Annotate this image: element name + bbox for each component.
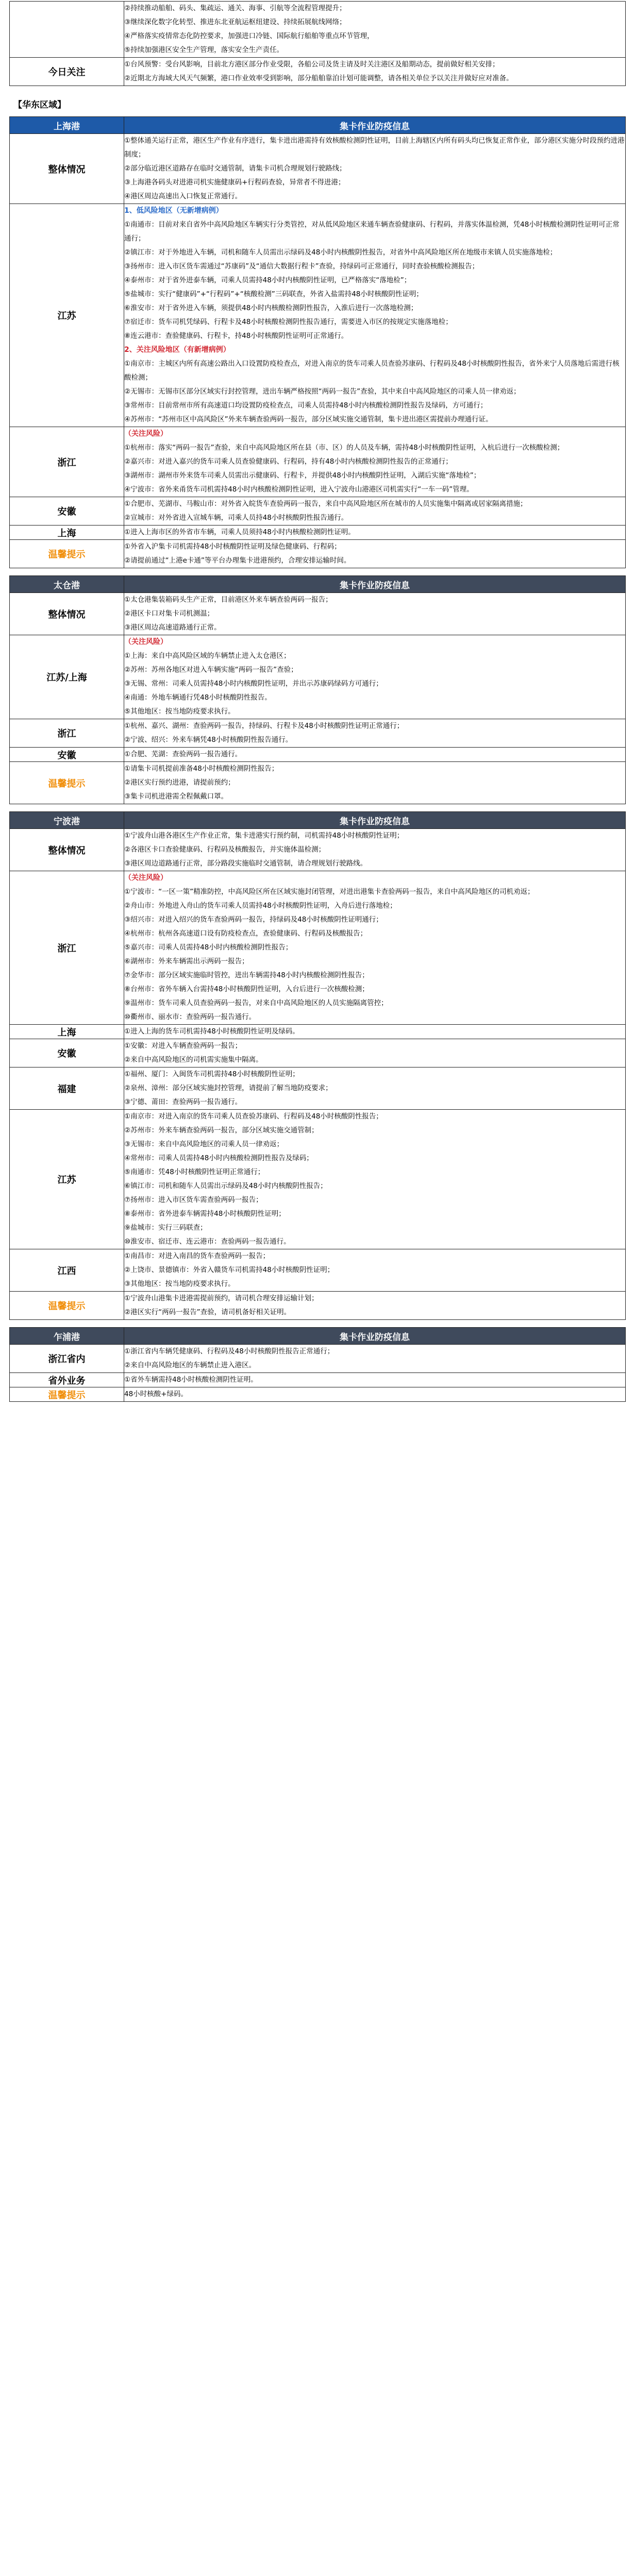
line: ⑤其他地区：按当地防疫要求执行。 [124,707,235,716]
line: ②港区卡口对集卡司机测温； [124,609,214,618]
line: ①合肥、芜湖：查验两码一报告通行。 [124,750,242,758]
shanghai-anhui [124,497,626,526]
shanghai-shanghai [124,526,626,540]
shanghai-anhui-label: 安徽 [10,497,124,526]
taicang-warm-label: 温馨提示 [10,762,124,804]
line: ③其他地区：按当地防疫要求执行。 [124,1280,235,1288]
line: ①安徽：对进入车辆查验两码一报告； [124,1042,242,1050]
line: ②上饶市、景德镇市：外省入赣货车司机需持48小时核酸阴性证明； [124,1266,335,1274]
ningbo-ah-label: 安徽 [10,1039,124,1067]
line: ①福州、厦门：入闽货车司机需持48小时核酸阴性证明； [124,1070,299,1078]
line: ⑤南通市：凭48小时核酸阴性证明正常通行； [124,1168,265,1176]
shanghai-header-right: 集卡作业防疫信息 [124,117,626,134]
ningbo-overall [124,829,626,871]
line: ①宁波舟山港集卡进港需提前预约，请司机合理安排运输计划； [124,1294,319,1302]
top-table [9,1,626,86]
ningbo-sh-label: 上海 [10,1025,124,1039]
line: ②港区实行“两码一报告”查验，请司机备好相关证明。 [124,1308,291,1316]
taicang-ah-label: 安徽 [10,748,124,762]
line: ⑦宿迁市：货车司机凭绿码、行程卡及48小时核酸检测阴性报告通行，需要进入市区的按规定实施落地检； [124,318,453,326]
shanghai-jiangsu-label: 江苏 [10,204,124,427]
taicang-overall [124,593,626,635]
line: ④常州市：司乘人员需持48小时内核酸检测阴性报告及绿码； [124,1154,313,1162]
line: ①南京市：对进入南京的货车司乘人员查验苏康码、行程码及48小时核酸阴性报告； [124,1112,383,1121]
line: ③绍兴市：对进入绍兴的货车查验两码一报告，持绿码及48小时核酸阴性证明通行； [124,916,383,924]
line: ①进入上海的货车司机需持48小时核酸阴性证明及绿码。 [124,1027,299,1036]
line: ①上海：来自中高风险区域的车辆禁止进入太仓港区； [124,652,291,660]
line: ①南昌市：对进入南昌的货车查验两码一报告； [124,1252,270,1260]
shanghai-jiangsu [124,204,626,427]
line: ①太仓港集装箱码头生产正常，目前港区外来车辆查验两码一报告； [124,596,332,604]
ningbo-zj-label: 浙江 [10,871,124,1025]
line: ③宁德、莆田：查验两码一报告通行。 [124,1098,242,1106]
line: ③扬州市：进入市区货车需通过“苏康码”及“通信大数据行程卡”查验，持绿码可正常通行，同时查验核酸检测报告； [124,262,479,270]
line: 48小时核酸+绿码。 [124,1390,188,1398]
line: ③湖州市：湖州市外来货车司乘人员需出示健康码、行程卡，并提供48小时内核酸阴性证明，入湖后实施“落地检”； [124,471,481,480]
line: ⑩衢州市、丽水市：查验两码一报告通行。 [124,1013,256,1021]
line: ③继续深化数字化转型、推进东北亚航运枢纽建设、持续拓展航线网络； [124,18,346,26]
line: ①台风预警：受台风影响，目前北方港区部分作业受限，各船公司及货主请及时关注港区及船期动态，提前做好相关安排； [124,60,499,69]
section-title: 2、关注风险地区（有新增病例） [124,346,230,354]
line: ②近期北方海域大风天气频繁，港口作业效率受到影响，部分船舶靠泊计划可能调整，请各相关单位予以关注并做好应对准备。 [124,74,513,82]
line: ②来自中高风险地区的车辆禁止进入港区。 [124,1361,256,1369]
line: ②嘉兴市：对进入嘉兴的货车司乘人员查验健康码、行程码，持有48小时内核酸检测阴性报告的正常通行； [124,457,453,466]
line: ②请提前通过“上港e卡通”等平台办理集卡进港预约，合理安排运输时间。 [124,556,351,565]
line: ①杭州市：落实“两码一报告”查验，来自中高风险地区所在县（市、区）的人员及车辆，需持48小时核酸阴性证明，入杭后进行一次核酸检测； [124,444,564,452]
section-title: （关注风险） [124,430,168,438]
line: ②各港区卡口查验健康码、行程码及核酸报告，并实施体温检测； [124,845,326,854]
ningbo-jx [124,1249,626,1292]
shanghai-zhejiang-label: 浙江 [10,427,124,497]
line: ③无锡、常州：司乘人员需持48小时内核酸阴性证明，并出示苏康码绿码方可通行； [124,680,383,688]
shanghai-warm [124,540,626,568]
shanghai-overall [124,134,626,204]
line: ③集卡司机进港需全程佩戴口罩。 [124,792,228,801]
line: ④杭州市：杭州各高速道口设有防疫检查点，查验健康码、行程码及核酸报告； [124,929,367,938]
line: ⑦金华市：部分区域实施临时管控，进出车辆需持48小时内核酸检测阴性报告； [124,971,369,979]
line: ③上海港各码头对进港司机实施健康码+行程码查验，异常者不得进港； [124,178,345,187]
shanghai-table [9,116,626,568]
ningbo-overall-label: 整体情况 [10,829,124,871]
line: ⑦扬州市：进入市区货车需查验两码一报告； [124,1196,263,1204]
line: ⑧泰州市：省外进泰车辆需持48小时核酸阴性证明； [124,1210,286,1218]
section-title: （关注风险） [124,638,168,646]
line: ③常州市：目前常州市所有高速道口均设置防疫检查点，司乘人员需持48小时内核酸检测阴性报告及绿码，方可通行； [124,401,488,410]
line: ④港区周边高速出入口恢复正常通行。 [124,192,242,200]
ningbo-jx-label: 江西 [10,1249,124,1292]
ningbo-header-right: 集卡作业防疫信息 [124,812,626,829]
line: ⑥镇江市：司机和随车人员需出示绿码及48小时内核酸阴性报告； [124,1182,327,1190]
ningbo-fj-label: 福建 [10,1067,124,1110]
zhapu-ext [124,1373,626,1387]
line: ②苏州：苏州各地区对进入车辆实施“两码一报告”查验； [124,666,298,674]
taicang-js-label: 江苏/上海 [10,635,124,719]
line: ②宣城市：对外省进入宣城车辆，司乘人员持48小时核酸阴性报告通行。 [124,514,348,522]
ningbo-ah [124,1039,626,1067]
line: ⑤持续加强港区安全生产管理，落实安全生产责任。 [124,46,284,54]
line: ④南通：外地车辆通行凭48小时核酸阴性报告。 [124,693,272,702]
line: ⑩淮安市、宿迁市、连云港市：查验两码一报告通行。 [124,1238,291,1246]
line: ④宁波市：省外来甬货车司机需持48小时内核酸检测阴性证明，进入宁波舟山港港区司机需实行“一车一码”管理。 [124,485,474,494]
line: ①合肥市、芜湖市、马鞍山市：对外省入皖货车查验两码一报告，来自中高风险地区所在城市的人员实施集中隔离或居家隔离措施； [124,500,527,508]
line: ②苏州市：外来车辆查验两码一报告，部分区域实施交通管制； [124,1126,319,1134]
region-title-text: 【华东区域】 [13,100,66,110]
zhapu-warm-label: 温馨提示 [10,1387,124,1402]
notice-lines [124,58,626,86]
ningbo-zj [124,871,626,1025]
shanghai-shanghai-label: 上海 [10,526,124,540]
line: ①外省入沪集卡司机需持48小时核酸阴性证明及绿色健康码、行程码； [124,543,341,551]
line: ①南京市：主城区内所有高速公路出入口设置防疫检查点，对进入南京的货车司乘人员查验苏康码、行程码及48小时核酸阴性报告，省外来宁人员落地后需进行核酸检测； [124,360,620,382]
ningbo-table [9,811,626,1320]
line: ⑧连云港市：查验健康码、行程卡，持48小时核酸阴性证明可正常通行。 [124,332,348,340]
line: ②镇江市：对于外地进入车辆，司机和随车人员需出示绿码及48小时内核酸阴性报告，对省外中高风险地区所在地级市来镇人员实施落地检； [124,248,557,257]
zhapu-header-left: 乍浦港 [10,1328,124,1345]
zhapu-zj-label: 浙江省内 [10,1345,124,1373]
line: ②泉州、漳州：部分区域实施封控管理，请提前了解当地防疫要求； [124,1084,332,1092]
line: ①浙江省内车辆凭健康码、行程码及48小时核酸阴性报告正常通行； [124,1347,335,1355]
region-title [9,95,626,112]
line: ⑧台州市：省外车辆入台需持48小时核酸阴性证明，入台后进行一次核酸检测； [124,985,369,993]
line: ①宁波舟山港各港区生产作业正常，集卡进港实行预约制，司机需持48小时核酸阴性证明； [124,832,404,840]
line: ②部分临近港区道路存在临时交通管制，请集卡司机合理规划行驶路线； [124,164,346,173]
top-label [10,2,124,58]
line: ①进入上海市区的外省市车辆，司乘人员须持48小时内核酸检测阴性证明。 [124,528,355,536]
taicang-table [9,575,626,804]
shanghai-overall-label: 整体情况 [10,134,124,204]
ningbo-warm [124,1292,626,1320]
section-title: 1、低风险地区（无新增病例） [124,207,223,215]
line: ②港区实行预约进港，请提前预约； [124,778,235,787]
shanghai-header-left: 上海港 [10,117,124,134]
line: ④泰州市：对于省外进泰车辆，司乘人员需持48小时内核酸阴性证明，已严格落实“落地检”； [124,276,411,284]
taicang-ah [124,748,626,762]
line: ⑤盐城市：实行“健康码”+“行程码”+“核酸检测”三码联查，外省入盐需持48小时核酸阴性证明； [124,290,423,298]
line: ⑨温州市：货车司乘人员查验两码一报告，对来自中高风险地区的人员实施隔离管控； [124,999,388,1007]
line: ⑥湖州市：外来车辆需出示两码一报告； [124,957,249,965]
taicang-zj-label: 浙江 [10,719,124,748]
line: ③无锡市：来自中高风险地区的司乘人员一律劝返； [124,1140,284,1148]
shanghai-zhejiang [124,427,626,497]
line: ④严格落实疫情常态化防控要求，加强进口冷链、国际航行船舶等重点环节管理， [124,32,374,40]
zhapu-warm [124,1387,626,1402]
line: ④苏州市：“苏州市区中高风险区”外来车辆查验两码一报告，部分区域实施交通管制，集卡进出港区需提前办理通行证。 [124,415,493,423]
line: ①请集卡司机提前准备48小时核酸检测阴性报告； [124,765,279,773]
taicang-header-left: 太仓港 [10,576,124,593]
line: ①整体通关运行正常，港区生产作业有序进行，集卡进出港需持有效核酸检测阴性证明，目前上海辖区内所有码头均已恢复正常作业，部分港区实施分时段预约进港制度； [124,137,625,159]
zhapu-header-right: 集卡作业防疫信息 [124,1328,626,1345]
taicang-warm [124,762,626,804]
ningbo-js [124,1110,626,1249]
line: ③港区周边高速道路通行正常。 [124,623,221,632]
zhapu-table [9,1327,626,1402]
taicang-header-right: 集卡作业防疫信息 [124,576,626,593]
line: ①杭州、嘉兴、湖州：查验两码一报告，持绿码、行程卡及48小时核酸阴性证明正常通行； [124,722,404,730]
line: ①南通市：目前对来自省外中高风险地区车辆实行分类管控，对从低风险地区来通车辆查验健康码、行程码，并落实体温检测，凭48小时核酸检测阴性证明可正常通行； [124,221,620,243]
line: ⑤嘉兴市：司乘人员需持48小时内核酸检测阴性报告； [124,943,293,952]
top-lines [124,2,626,58]
ningbo-sh [124,1025,626,1039]
zhapu-ext-label: 省外业务 [10,1373,124,1387]
zhapu-zj [124,1345,626,1373]
line: ①宁波市：“一区一策”精准防控，中高风险区所在区域实施封闭管理，对进出港集卡查验两码一报告，来自中高风险地区的司机劝返； [124,888,534,896]
ningbo-js-label: 江苏 [10,1110,124,1249]
taicang-overall-label: 整体情况 [10,593,124,635]
line: ①省外车辆需持48小时核酸检测阴性证明。 [124,1376,258,1384]
ningbo-warm-label: 温馨提示 [10,1292,124,1320]
line: ②舟山市：外地进入舟山的货车司乘人员需持48小时核酸阴性证明，入舟后进行落地检； [124,902,397,910]
notice-label: 今日关注 [10,58,124,86]
section-title: （关注风险） [124,874,168,882]
line: ②宁波、绍兴：外来车辆凭48小时核酸阴性报告通行。 [124,736,293,744]
shanghai-warm-label: 温馨提示 [10,540,124,568]
line: ⑥淮安市：对于省外进入车辆，须提供48小时内核酸检测阴性报告，入淮后进行一次落地检测； [124,304,418,312]
taicang-js [124,635,626,719]
line: ②来自中高风险地区的司机需实施集中隔离。 [124,1056,263,1064]
line: ②持续推动船舶、码头、集疏运、通关、海事、引航等全流程管理提升； [124,4,346,12]
ningbo-header-left: 宁波港 [10,812,124,829]
line: ③港区周边道路通行正常，部分路段实施临时交通管制，请合理规划行驶路线。 [124,859,367,868]
ningbo-fj [124,1067,626,1110]
taicang-zj [124,719,626,748]
line: ⑨盐城市：实行三码联查； [124,1224,207,1232]
page [0,1,635,2576]
line: ②无锡市：无锡市区部分区域实行封控管理，进出车辆严格按照“两码一报告”查验，其中来自中高风险地区的司乘人员一律劝返； [124,387,521,396]
